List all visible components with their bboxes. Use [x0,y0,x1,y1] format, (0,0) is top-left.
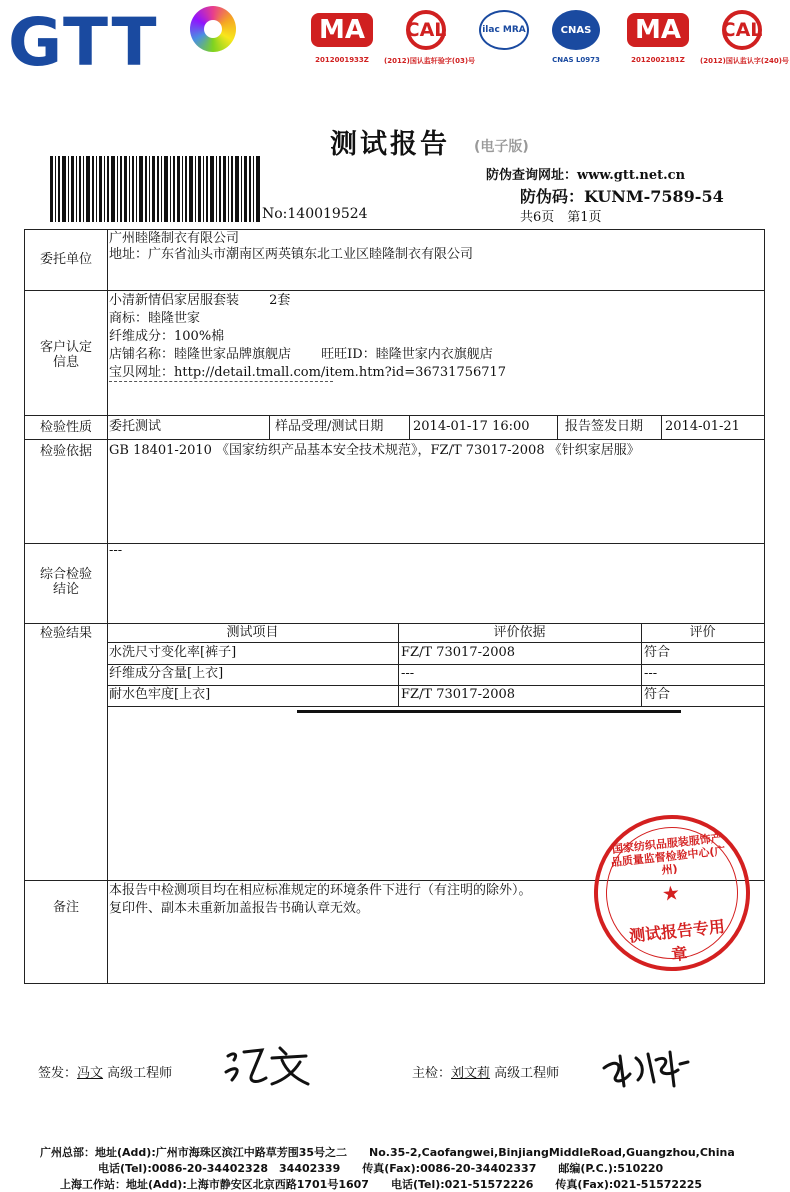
nature-value: 委托测试 [109,419,162,434]
table-row-item: 水洗尺寸变化率[裤子] [109,645,237,660]
star-icon: ★ [660,880,682,906]
table-row-eval: --- [644,666,658,681]
customer-info-label-2: 信息 [52,355,79,370]
issuer-handwritten-signature-icon [222,1044,312,1088]
anti-fake-code: 防伪码：KUNM-7589-54 [520,187,724,206]
cert-caption: (2012)国认监认字(240)号 [700,57,789,65]
results-label: 检验结果 [39,626,92,641]
remarks-line-1: 本报告中检测项目均在相应标准规定的环境条件下进行（有注明的除外）。 [109,883,532,898]
conclusion-value: --- [109,543,123,558]
conclusion-label: 综合检验 [39,567,92,582]
ma-icon: MA [627,13,689,47]
client-label: 委托单位 [39,252,92,267]
product-url: 宝贝网址：http://detail.tmall.com/item.htm?id=36731756717 [109,365,507,380]
issuer-signature-row [38,1062,172,1081]
footer-gz-tel: 电话(Tel):0086-20-34402328 34402339 传真(Fax):0086-20-34402337 邮编(P.C.):510220 [98,1162,664,1175]
issue-date-value: 2014-01-21 [665,419,740,434]
cnas-icon: CNAS [552,10,600,50]
table-row-item: 纤维成分含量[上衣] [109,666,224,681]
receive-date-value: 2014-01-17 16:00 [413,419,530,434]
stamp-use-text: 测试报告专用章 [628,916,726,965]
remarks-line-2: 复印件、副本未重新加盖报告书确认章无效。 [109,901,370,916]
cert-cnas [534,8,618,64]
cal-icon: CAL [722,10,762,50]
table-row-eval: 符合 [644,645,671,660]
footer-gz-label: 广州总部： [40,1146,95,1159]
issuer-label: 签发： [38,1066,78,1081]
cert-cal-1 [384,8,476,66]
table-row-item: 耐水色牢度[上衣] [109,687,211,702]
conclusion-label-2: 结论 [52,582,79,597]
cert-caption: 2012002181Z [631,56,685,64]
footer-gz-address-text: 地址(Add):广州市海珠区滨江中路草芳围35号之二 No.35-2,Caofangwei,BinjiangMiddleRoad,Guangzhou,China [95,1146,735,1159]
query-url: 防伪查询网址：www.gtt.net.cn [486,168,686,183]
report-subtitle: (电子版) [474,139,529,155]
gtt-logo: GTT [8,4,159,81]
customer-info-label: 客户认定 [39,340,92,355]
footer-gz-address [40,1144,735,1160]
footer-sh-address-text: 地址(Add):上海市静安区北京西路1701号1607 电话(Tel):021-51572226 传真(Fax):021-51572225 [126,1178,703,1191]
end-of-results-line [297,710,681,713]
receive-date-label: 样品受理/测试日期 [275,419,384,434]
client-name: 广州睦隆制衣有限公司 [109,231,240,246]
issuer-name: 冯文 [77,1066,104,1081]
cert-caption: (2012)国认监轩验字(03)号 [384,57,476,65]
inspector-signature-row [412,1062,559,1081]
cert-ma-1 [300,8,384,64]
footer-sh-label: 上海工作站： [60,1178,126,1191]
table-row-basis: --- [401,666,415,681]
results-header-basis: 评价依据 [493,625,546,640]
client-address: 地址：广东省汕头市潮南区两英镇东北工业区睦隆制衣有限公司 [109,247,474,262]
logo-swirl-icon [190,6,236,52]
nature-label: 检验性质 [39,420,92,435]
inspector-label: 主检： [412,1066,452,1081]
issuer-title: 高级工程师 [107,1066,173,1081]
cert-caption: CNAS L0973 [552,56,600,64]
inspector-name: 刘文莉 [451,1066,491,1081]
barcode-icon [50,156,260,222]
brand-info: 商标：睦隆世家 [109,311,201,326]
cert-ma-2 [616,8,700,64]
product-name: 小清新情侣家居服套装 2套 [109,293,291,308]
shop-info: 店铺名称：睦隆世家品牌旗舰店 旺旺ID：睦隆世家内衣旗舰店 [109,347,493,362]
results-header-eval: 评价 [689,625,716,640]
cert-cal-2 [700,8,789,66]
ilac-mra-icon: ilac MRA [479,10,529,50]
ma-icon: MA [311,13,373,47]
basis-value: GB 18401-2010 《国家纺织产品基本安全技术规范》，FZ/T 73017-2008 《针织家居服》 [109,443,640,458]
table-row-basis: FZ/T 73017-2008 [401,687,516,702]
inspector-title: 高级工程师 [494,1066,560,1081]
report-number: No:140019524 [262,206,368,222]
issue-date-label: 报告签发日期 [565,419,644,434]
page-indicator: 共6页 第1页 [520,210,602,225]
results-header-item: 测试项目 [226,625,279,640]
table-row-basis: FZ/T 73017-2008 [401,645,516,660]
dashed-divider [109,381,333,382]
fiber-info: 纤维成分：100%棉 [109,329,225,344]
inspector-handwritten-signature-icon [600,1046,690,1090]
cal-icon: CAL [406,10,446,50]
report-title: 测试报告 [330,129,450,160]
stamp-org-text: 国家纺织品服装服饰产品质量监督检验中心(广州) [610,831,727,877]
table-row-eval: 符合 [644,687,671,702]
basis-label: 检验依据 [39,444,92,459]
remarks-label: 备注 [52,900,79,915]
cert-caption: 2012001933Z [315,56,369,64]
